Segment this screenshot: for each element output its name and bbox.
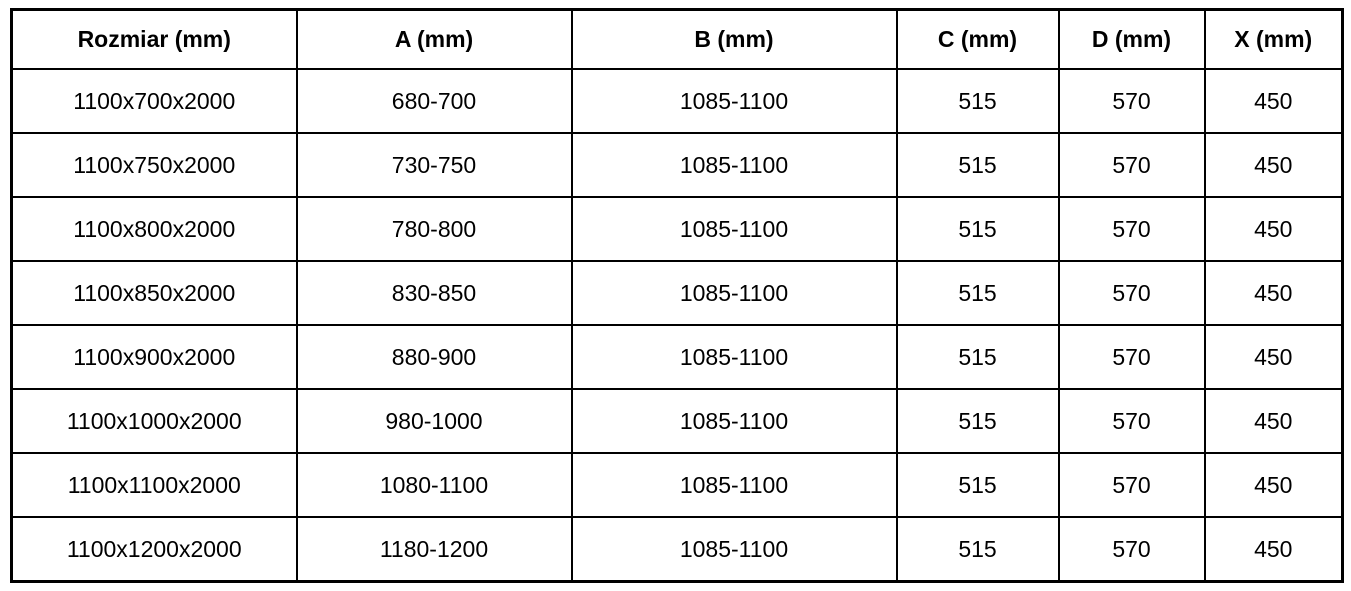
cell-a: 780-800 [297, 197, 572, 261]
cell-rozmiar: 1100x750x2000 [12, 133, 297, 197]
table-row [12, 197, 1343, 261]
cell-b: 1085-1100 [572, 197, 897, 261]
cell-d: 570 [1059, 197, 1205, 261]
cell-a: 830-850 [297, 261, 572, 325]
column-header-rozmiar: Rozmiar (mm) [12, 10, 297, 70]
cell-x: 450 [1205, 133, 1343, 197]
cell-c: 515 [897, 197, 1059, 261]
cell-b: 1085-1100 [572, 69, 897, 133]
table-body [12, 69, 1343, 582]
table-row [12, 69, 1343, 133]
cell-d: 570 [1059, 325, 1205, 389]
cell-c: 515 [897, 389, 1059, 453]
cell-rozmiar: 1100x850x2000 [12, 261, 297, 325]
column-header-a: A (mm) [297, 10, 572, 70]
cell-c: 515 [897, 517, 1059, 582]
cell-x: 450 [1205, 453, 1343, 517]
cell-x: 450 [1205, 389, 1343, 453]
cell-b: 1085-1100 [572, 517, 897, 582]
cell-b: 1085-1100 [572, 453, 897, 517]
table-row [12, 133, 1343, 197]
header-row [12, 10, 1343, 70]
cell-c: 515 [897, 261, 1059, 325]
cell-d: 570 [1059, 69, 1205, 133]
cell-d: 570 [1059, 389, 1205, 453]
cell-b: 1085-1100 [572, 389, 897, 453]
cell-x: 450 [1205, 69, 1343, 133]
cell-b: 1085-1100 [572, 133, 897, 197]
cell-rozmiar: 1100x700x2000 [12, 69, 297, 133]
table-header [12, 10, 1343, 70]
table-row [12, 261, 1343, 325]
column-header-c: C (mm) [897, 10, 1059, 70]
cell-x: 450 [1205, 197, 1343, 261]
cell-a: 730-750 [297, 133, 572, 197]
column-header-x: X (mm) [1205, 10, 1343, 70]
cell-x: 450 [1205, 261, 1343, 325]
cell-a: 680-700 [297, 69, 572, 133]
table-row [12, 453, 1343, 517]
cell-a: 880-900 [297, 325, 572, 389]
cell-rozmiar: 1100x800x2000 [12, 197, 297, 261]
table-row [12, 389, 1343, 453]
cell-c: 515 [897, 69, 1059, 133]
column-header-b: B (mm) [572, 10, 897, 70]
cell-a: 980-1000 [297, 389, 572, 453]
cell-d: 570 [1059, 517, 1205, 582]
cell-rozmiar: 1100x1100x2000 [12, 453, 297, 517]
table-row [12, 325, 1343, 389]
cell-a: 1080-1100 [297, 453, 572, 517]
cell-d: 570 [1059, 133, 1205, 197]
cell-b: 1085-1100 [572, 325, 897, 389]
dimensions-table [10, 8, 1344, 583]
cell-b: 1085-1100 [572, 261, 897, 325]
column-header-d: D (mm) [1059, 10, 1205, 70]
cell-a: 1180-1200 [297, 517, 572, 582]
cell-x: 450 [1205, 325, 1343, 389]
cell-x: 450 [1205, 517, 1343, 582]
cell-d: 570 [1059, 261, 1205, 325]
cell-c: 515 [897, 453, 1059, 517]
cell-d: 570 [1059, 453, 1205, 517]
cell-rozmiar: 1100x900x2000 [12, 325, 297, 389]
table-row [12, 517, 1343, 582]
cell-rozmiar: 1100x1200x2000 [12, 517, 297, 582]
cell-c: 515 [897, 133, 1059, 197]
cell-c: 515 [897, 325, 1059, 389]
cell-rozmiar: 1100x1000x2000 [12, 389, 297, 453]
